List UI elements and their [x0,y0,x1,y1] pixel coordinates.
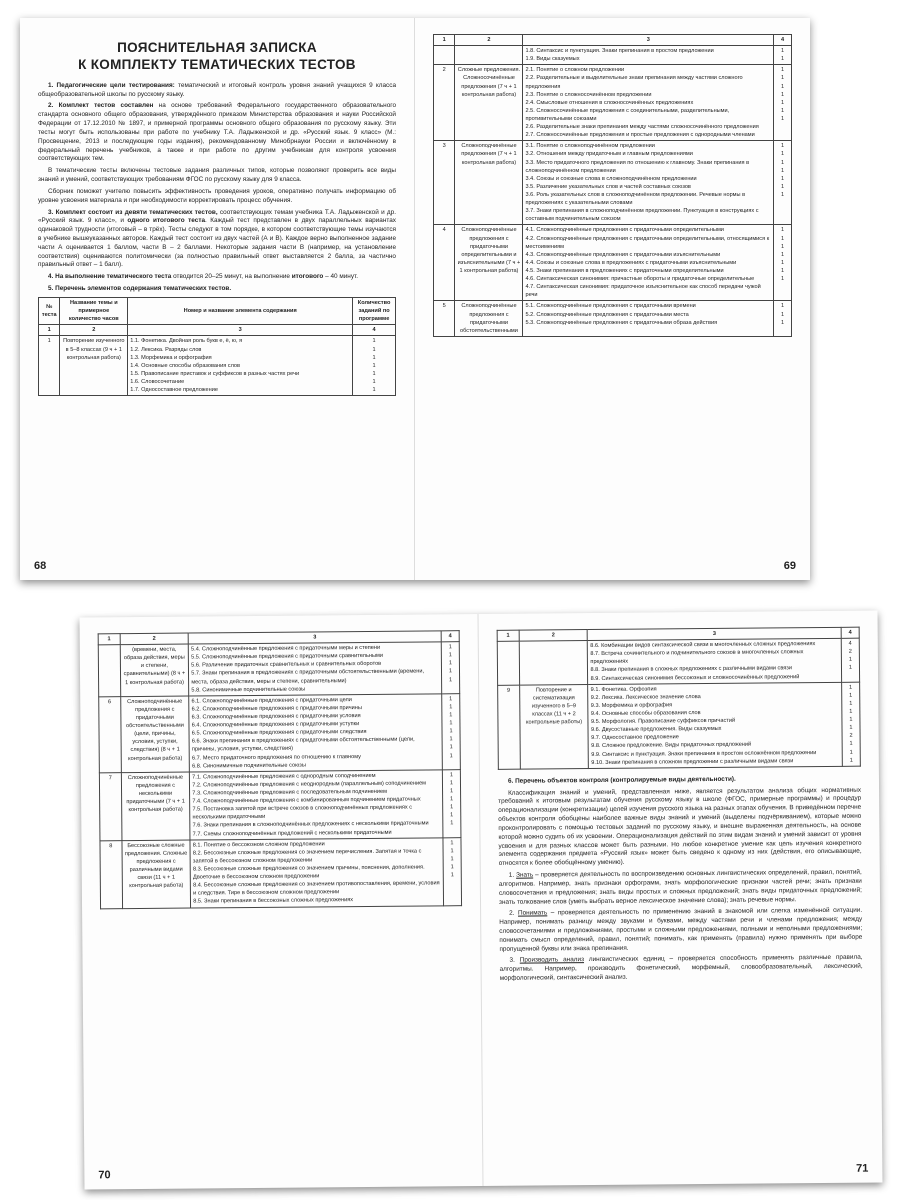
task-count: 1 [849,749,853,756]
content-element: 3.2. Отношения между придаточным и главным предложениями [525,151,693,158]
task-count: 1 [780,319,785,326]
task-count: 1 [780,243,785,250]
task-count: 1 [780,183,785,190]
task-count: 1 [372,346,376,353]
table-row [434,225,792,301]
content-element: 1.9. Виды сказуемых [525,56,580,63]
task-count: 1 [450,856,454,863]
task-count: 1 [780,267,785,274]
task-count: 1 [780,227,785,234]
paragraph-composition: 2. Комплект тестов составлен на основе требований Федерального государственного образовательного стандарта основного общего образования, утверждённого приказом Министерства образования и науки Российской Федерации от 17.12.2010 № 1897, и примерной программы основного общего образования по русскому языку. Эти тесты могут быть использованы при работе по учебнику Т.А. Ладыженской и др. «Русский язык. 9 класс» (М.: Просвещение, 2013 и последующие годы издания), рекомендованному Минобрнауки России и включённому в федеральный перечень учебников, а также и при работе по другим учебникам для контроля усвоения соответствующих тем. [38,102,396,163]
content-element: 9.7. Односоставное предложение [591,734,679,742]
content-element: 4.1. Сложноподчинённые предложения с придаточными определительными [525,227,724,234]
content-element: 1.4. Основные способы образования слов [130,362,241,369]
count-cell [774,46,792,65]
task-count: 1 [780,191,785,198]
task-count: 1 [780,115,785,122]
content-element: 5.6. Различение придаточных сравнительных и сравнительных оборотов [191,661,382,669]
table-header-row [39,297,396,324]
task-count: 1 [848,657,852,664]
task-count: 1 [449,788,454,795]
task-count: 1 [780,311,785,318]
elements-cell [523,141,774,225]
test-number-cell: 6 [99,696,121,772]
title-line-1: ПОЯСНИТЕЛЬНАЯ ЗАПИСКА [117,40,317,55]
topic-cell: Сложноподчинённые предложения с придаточными обстоятельственными [455,301,523,336]
content-element: 8.5. Знаки препинания в бессоюзных сложных предложениях [193,897,354,905]
task-count: 1 [780,259,785,266]
count-cell [353,336,396,396]
table-row [434,65,792,141]
task-count: 1 [449,780,454,787]
elements-cell [588,638,842,684]
content-element: 7.1. Сложноподчинённые предложения с однородным соподчинением [192,772,376,781]
test-number-cell: 3 [434,141,455,225]
content-element: 9.10. Знаки препинания в сложном предложении с различными видами связи [591,757,794,766]
page-title [38,40,396,74]
content-element: 1.2. Лексика. Разряды слов [130,346,202,353]
content-element: 9.5. Морфология. Правописание суффиксов причастий [590,717,736,726]
content-element: 7.4. Сложноподчинённые предложения с комбинированным подчинением придаточных [192,796,421,805]
column-number-cell: 1 [434,35,455,46]
table-row [39,336,396,396]
task-count: 1 [449,704,453,711]
table-row [100,837,462,908]
content-element: 9.2. Лексика. Лексическое значение слова [590,693,701,701]
content-element: 6.1. Сложноподчинённые предложения с придаточными цели [191,696,352,705]
page-number: 70 [98,1169,111,1182]
column-number-cell: 2 [455,35,523,46]
content-element: 8.4. Бессоюзные сложные предложения со значением противопоставления, времени, условия и следствия. Тире в бессоюзном сложном предложении [193,880,440,897]
table-header-cell: Количество заданий по программе [353,297,396,324]
task-count: 1 [780,303,785,310]
content-element: 9.3. Морфемика и орфография [590,702,673,709]
task-count: 1 [780,151,785,158]
test-number-cell [98,645,120,697]
column-number-cell: 2 [120,633,189,645]
task-count: 1 [780,251,785,258]
table-row [498,682,861,769]
elements-cell [523,301,774,336]
content-element: 1.6. Словосочетание [130,378,185,385]
topic-cell [519,641,588,685]
content-element: 4.7. Синтаксическая синонимия: придаточное изъяснительное как способ передачи чужой речи [525,284,761,299]
task-count: 1 [450,872,454,879]
content-element: 6.5. Сложноподчинённые предложения с придаточными следствия [191,729,367,737]
section-6-item-analyze: 3. Производить анализ лингвистических единиц – проверяется способность применять различные правила, алгоритмы. Например, производить фонетический, морфемный, словообразовательный, лексический, морфологический, синтаксический анализ. [499,954,863,982]
topic-cell: Бессоюзные сложные предложения. Сложные предложения с различными видами связи (11 ч + 1 контрольная работа) [122,840,191,908]
task-count: 1 [849,716,853,723]
content-element: 2.6. Разделительные знаки препинания между частями сложносочинённого предложения [525,124,759,131]
content-element: 2.2. Разделительные и выделительные знаки препинания между частями сложного предложения [525,75,743,90]
content-element: 4.3. Сложноподчинённые предложения с придаточными изъяснительными [525,251,721,258]
elements-cell [588,682,842,768]
task-count: 1 [780,107,785,114]
task-count: 1 [449,752,453,759]
task-count: 1 [372,370,376,377]
test-number-cell [497,641,519,685]
table-row [497,638,859,685]
table-row [434,46,792,65]
content-element: 4.2. Сложноподчинённые предложения с придаточными определительными, относящимися к местоимениям [525,235,770,250]
elements-cell [190,837,443,907]
task-count: 1 [448,652,452,659]
table-header-cell: № теста [39,297,60,324]
column-number-cell: 1 [497,630,519,641]
paragraph-time: 4. На выполнение тематического теста отводится 20–25 минут, на выполнение итогового – 40 минут. [48,273,359,281]
content-element: 7.3. Сложноподчинённые предложения с последовательным подчинением [192,788,387,797]
test-number-cell: 5 [434,301,455,336]
content-element: 2.4. Смысловые отношения в сложносочинённых предложениях [525,99,694,106]
page-number: 71 [856,1162,869,1175]
column-number-cell: 4 [774,35,792,46]
content-table [98,630,462,909]
task-count: 1 [849,741,853,748]
topic-cell: Сложноподчинённые предложения с придаточными определительными и изъяснительными (7 ч + 1 контрольная работа) [455,225,523,301]
table-row [99,693,461,772]
count-cell [841,638,859,682]
topic-cell: (времени, места, образа действия, меры и степени, сравнительными) (8 ч + 1 контрольная работа) [120,644,189,696]
content-element: 2.5. Сложносочинённые предложения с соединительными, разделительными, противительными союзами [525,107,730,122]
task-count: 1 [448,668,453,675]
content-element: 6.3. Сложноподчинённые предложения с придаточными условия [191,713,361,721]
task-count: 1 [450,839,454,846]
task-count: 1 [450,847,454,854]
content-element: 4.4. Союзы и союзные слова в предложениях с придаточными изъяснительными [525,259,737,266]
section-6-intro: Классификация знаний и умений, представленная ниже, является результатом анализа общих нормативных требований к итоговым результатам обучения русскому языку в школе (ФГОС, примерные программы) и процедур операционализации (конкретизации) целей изучения русского языка на разных этапах обучения. В приведённом перечне объектов контроля обобщены наиболее важные виды знаний и умений (выделены подчёркиванием), которые можно проконтролировать с помощью тестовых заданий по русскому языку, и внешне выраженная деятельность, на основе которой можно судить об их усвоении. Операционализация действий по этим видам знаний и умений зависит от уровня усвоения и для разных классов может быть разными. Но любое конкретное умение как цель изучения конкретного элемента содержания предмета «Русский язык» может быть сведено к одному из них (действия, его описывающие, относятся к более обобщённому умению). [498,786,862,868]
page-number: 69 [783,560,796,572]
content-element: 9.8. Сложное предложение. Виды придаточных предложений [591,742,752,750]
content-element: 8.1. Понятие о бессоюзном сложном предложении [192,840,325,849]
table-row [434,141,792,225]
task-count: 1 [849,757,853,764]
column-number-cell: 1 [98,634,120,645]
page-number: 68 [34,560,47,572]
elements-cell [523,225,774,301]
count-cell [774,225,792,301]
content-element: 6.8. Синонимичные подчинительные союзы [192,762,306,770]
content-element: 7.5. Постановка запятой при встрече союзов в сложноподчинённых предложениях с несколькими придаточными [192,804,413,821]
content-element: 3.7. Знаки препинания в сложноподчинённом предложении. Пунктуация в конструкциях с составным подчинительным союзом [525,208,759,223]
content-element: 8.9. Синтаксическая синонимия бессоюзных и сложносочинённых предложений [590,673,800,682]
task-count: 1 [780,143,785,150]
task-count: 1 [372,362,376,369]
task-count: 1 [450,804,454,811]
column-number-cell: 3 [188,631,441,644]
page-69 [415,18,810,580]
task-count: 1 [780,175,785,182]
book-spread-bottom [80,611,883,1190]
content-element: 9.1. Фонетика. Орфоэпия [590,686,657,693]
topic-cell: Сложноподчинённые предложения (7 ч + 1 контрольная работа) [455,141,523,225]
content-element: 6.6. Знаки препинания в предложениях с придаточными обстоятельственными (цели, причины, условия, уступки, следствия) [191,736,415,753]
task-count: 1 [450,812,454,819]
task-count: 2 [848,648,852,656]
content-element: 3.4. Союзы и союзные слова в сложноподчинённом предложении [525,175,697,182]
task-count: 1 [849,708,853,715]
task-count: 1 [780,276,785,283]
content-element: 7.6. Знаки препинания в сложноподчинённых предложениях с несколькими придаточными [192,820,429,829]
topic-cell: Повторение и систематизация изученного в 5–9 классах (11 ч + 2 контрольные работы) [519,684,588,769]
task-count: 1 [449,720,453,727]
section-6-title: 6. Перечень объектов контроля (контролируемые виды деятельности). [507,775,736,785]
topic-cell [455,46,523,65]
test-number-cell: 1 [39,336,60,396]
topic-cell: Повторение изученного в 5–8 классах (9 ч + 1 контрольная работа) [60,336,128,396]
topic-cell: Сложные предложения. Сложносочинённые предложения (7 ч + 1 контрольная работа) [455,65,523,141]
task-count: 1 [849,700,853,707]
content-table [433,34,792,337]
content-element: 2.3. Понятие о сложносочинённом предложении [525,91,652,98]
content-element: 6.7. Место придаточного предложения по отношению к главному [191,753,361,762]
content-element: 3.5. Различение указательных слов и частей составных союзов [525,183,691,190]
task-count: 1 [450,864,454,871]
elements-cell [190,770,443,840]
content-element: 8.7. Встреча сочинительного и подчинительного союзов в многочленных сложных предложениях [590,649,804,666]
paragraph-task-types: В тематические тесты включены тестовые задания различных типов, которые позволяют проверить все виды знаний и умений, соответствующих требованиям ФГОС по русскому языку для 9 класса. [38,167,396,184]
content-element: 8.8. Знаки препинания в сложных предложениях с различными видами связи [590,665,792,674]
task-count: 1 [372,387,376,394]
paragraph-structure: 3. Комплект состоит из девяти тематических тестов, соответствующих темам учебника Т.А. Ладыженской и др. «Русский язык. 9 класс», и одного итогового теста. Каждый тест представлен в двух параллельных вариантах одинаковой трудности (итоговый – в трёх). Тесты следуют в том порядке, в котором соответствующие темы изучаются в учебнике вышеуказанных авторов. Каждый тест состоит из двух частей (А и В). Каждое верно выполненное задание части А оценивается 1 баллом, части В – 2 баллами. Некоторые задания части В (например, на установление соответствия) оцениваются политомически (за полностью правильный ответ выставляется 2 балла, за частично правильный ответ – 1 балл). [38,208,396,269]
task-count: 1 [449,712,453,719]
content-element: 7.2. Сложноподчинённые предложения с неоднородным (параллельным) соподчинением [192,780,427,789]
content-element: 8.2. Бессоюзные сложные предложения со значением перечисления. Запятая и точка с запятой в бессоюзном сложном предложении [192,848,422,865]
elements-cell [523,46,774,65]
paragraph-list-heading: 5. Перечень элементов содержания тематических тестов. [48,285,232,293]
content-element: 6.4. Сложноподчинённые предложения с придаточными уступки [191,721,360,729]
count-cell [774,301,792,336]
content-element: 5.8. Синонимичные подчинительные союзы [191,686,306,694]
section-6-item-understand: 2. Понимать – проверяется деятельность по применению знаний в знакомой или слегка изменённой ситуации. Например, понимать разницу между звуками и буквами, между частями речи и членами предложения; между словосочетаниями и предложениями, простыми и сложными предложениями, полными и неполными предложениями; понимать смысл определений, правил, понятий; понимать, как применять (правила) нужно применять при выборе пропущенной буквы или знака препинания. [499,907,863,953]
content-element: 1.3. Морфемика и орфография [130,354,212,361]
elements-cell [523,65,774,141]
task-count: 1 [780,83,785,90]
column-number-cell: 4 [441,631,459,642]
content-element: 6.2. Сложноподчинённые предложения с придаточными причины [191,704,362,713]
count-cell [442,769,461,837]
content-table [497,627,861,770]
content-element: 3.3. Место придаточного предложения по отношению к главному. Знаки препинания в сложноподчинённом предложении [525,159,750,174]
page-71 [479,611,883,1186]
column-number-cell: 2 [60,325,128,336]
content-element: 5.4. Сложноподчинённые предложения с придаточными меры и степени [191,644,381,653]
task-count: 1 [450,820,454,827]
title-line-2: К КОМПЛЕКТУ ТЕМАТИЧЕСКИХ ТЕСТОВ [78,56,356,72]
task-count: 1 [449,771,453,779]
content-element: 3.1. Понятие о сложноподчинённом предложении [525,143,655,150]
content-element: 3.6. Роль указательных слов в сложноподчинённом предложении. Речевые нормы в предложениях с указательными словами [525,191,746,207]
content-element: 1.5. Правописание приставок и суффиксов в разных частях речи [130,370,300,377]
content-element: 4.6. Синтаксическая синонимия: причастные обороты и придаточные определительные [525,276,755,283]
content-table [38,297,396,396]
test-number-cell: 8 [100,840,122,908]
task-count: 1 [448,660,452,667]
test-number-cell: 4 [434,225,455,301]
content-element: 8.6. Комбинации видов синтаксической связи в многочленных сложных предложениях [590,641,816,650]
task-count: 1 [449,744,453,751]
column-number-cell: 1 [39,325,60,336]
task-count: 1 [780,99,785,106]
task-count: 1 [849,684,853,691]
task-count: 1 [372,378,376,385]
topic-cell: Сложноподчинённые предложения с несколькими придаточными (7 ч + 1 контрольная работа) [121,772,190,840]
task-count: 1 [449,728,453,735]
column-number-cell: 3 [523,35,774,46]
content-element: 5.3. Сложноподчинённые предложения с придаточными образа действия [525,319,718,326]
content-element: 1.1. Фонетика. Двойная роль букв е, ё, ю, я [130,338,243,345]
content-element: 9.6. Двусоставные предложения. Виды сказуемых [590,726,722,734]
test-number-cell: 9 [498,685,520,769]
task-count: 2 [849,733,853,740]
table-row [434,301,792,336]
book-spread-top [20,18,810,580]
content-element: 1.8. Синтаксис и пунктуация. Знаки препинания в простом предложении [525,48,714,55]
topic-cell: Сложноподчинённые предложения с придаточными обстоятельственными (цели, причины, условия, уступки, следствия) (8 ч + 1 контрольная работа) [120,696,189,773]
test-number-cell: 7 [99,772,121,840]
task-count: 1 [780,48,785,55]
table-header-cell: Название темы и примерное количество часов [60,297,128,324]
content-element: 2.7. Сложносочинённые предложения и простые предложения с однородными членами [525,132,755,139]
column-number-cell: 3 [128,325,353,336]
task-count: 1 [780,75,785,82]
content-element: 7.7. Схемы сложноподчинённых предложений с несколькими придаточными [192,829,392,838]
count-cell [842,682,861,766]
task-count: 1 [372,338,376,345]
table-header-cell: Номер и название элемента содержания [128,297,353,324]
task-count: 1 [780,167,785,174]
column-number-cell: 4 [841,627,859,638]
task-count: 1 [450,796,454,803]
task-count: 1 [780,67,785,74]
count-cell [443,837,462,905]
content-element: 9.9. Синтаксис и пунктуация. Знаки препинания в простом осложнённом предложении [591,749,817,758]
page-70 [80,614,484,1189]
table-row [98,642,459,697]
paragraph-goals: 1. Педагогические цели тестирования: тематический и итоговый контроль уровня знаний учащихся 9 класса общеобразовательной школы по русскому языку. [38,81,396,98]
content-element: 5.7. Знаки препинания в предложениях с придаточными обстоятельственными (времени, места, образа действия, меры и степени, сравнительными) [191,668,425,686]
task-count: 1 [849,692,853,699]
count-cell [441,642,459,694]
paragraph-purpose: Сборник поможет учителю повысить эффективность проведения уроков, оперативно получать информацию об уровне усвоения материала и при необходимости корректировать процесс обучения. [38,187,396,204]
task-count: 1 [448,644,452,651]
content-element: 5.5. Сложноподчинённые предложения с придаточными сравнительными [191,653,383,661]
count-cell [774,65,792,141]
column-number-cell: 3 [588,627,842,640]
task-count: 4 [848,640,852,647]
content-element: 1.7. Односоставное предложение [130,387,218,394]
task-count: 1 [448,676,453,683]
content-element: 8.3. Бессоюзные сложные предложения со значением причины, пояснения, дополнения. Двоеточие в бессоюзном сложном предложении [192,864,425,881]
task-count: 1 [780,56,785,63]
count-cell [774,141,792,225]
elements-cell [188,642,441,696]
content-element: 9.4. Основные способы образования слов [590,710,701,718]
task-count: 1 [849,724,853,731]
table-row [99,769,461,840]
elements-cell [189,694,442,772]
column-number-cell: 4 [353,325,396,336]
task-count: 1 [449,736,453,743]
test-number-cell: 2 [434,65,455,141]
task-count: 1 [780,159,785,166]
elements-cell [128,336,353,396]
content-element: 4.5. Знаки препинания в предложениях с придаточными определительными [525,267,724,274]
task-count: 1 [780,91,785,98]
count-cell [442,693,461,769]
task-count: 1 [848,665,853,672]
page-68 [20,18,415,580]
test-number-cell [434,46,455,65]
content-element: 5.2. Сложноподчинённые предложения с придаточными места [525,311,689,318]
task-count: 1 [449,696,453,703]
column-number-row [434,35,792,46]
task-count: 1 [372,354,376,361]
content-element: 5.1. Сложноподчинённые предложения с придаточными времени [525,303,696,310]
column-number-cell: 2 [519,630,588,642]
column-number-row [39,325,396,336]
section-6-item-know: 1. Знать – проверяется деятельность по воспроизведению основных лингвистических определений, правил, понятий, алгоритмов. Например, знать признаки орфограмм, знать морфологические признаки частей речи; знать признаки словосочетания и предложения; знать виды простых и сложных предложений; знать виды придаточных предложений; знать толкование слов (уметь выбрать верное лексическое значение слова); знать речевые нормы. [498,868,862,906]
task-count: 1 [780,235,785,242]
content-element: 2.1. Понятие о сложном предложении [525,67,625,74]
